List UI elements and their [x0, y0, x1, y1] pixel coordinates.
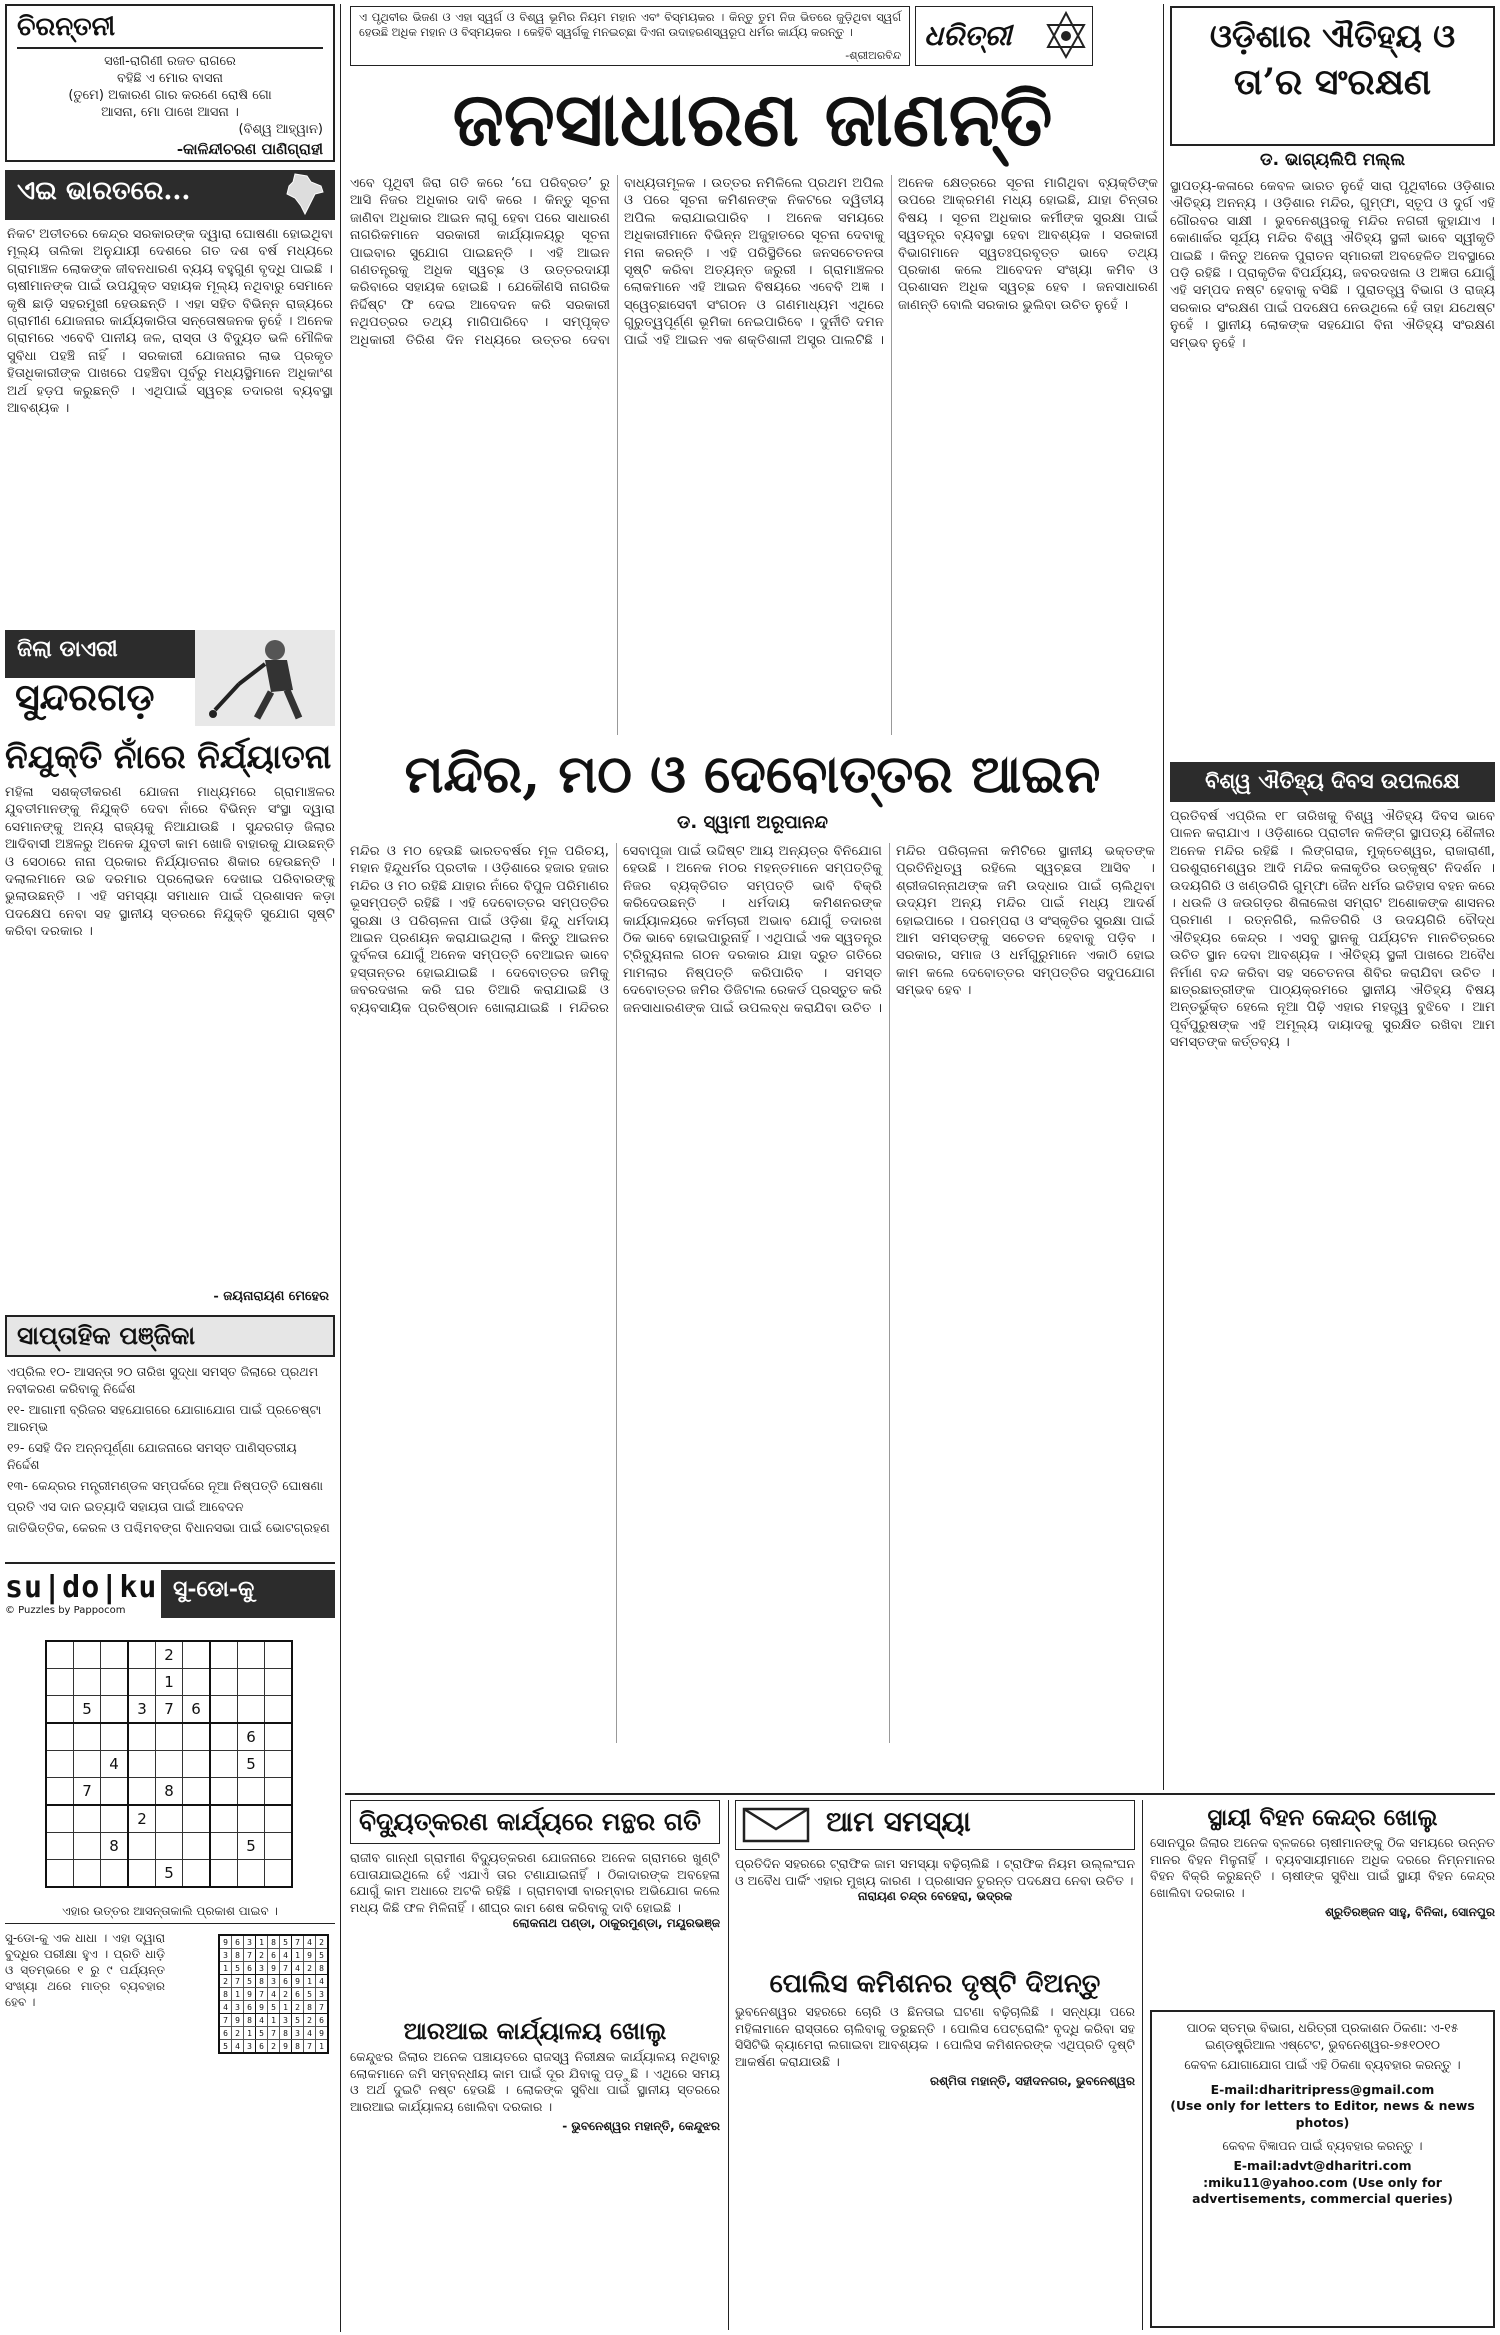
sudoku-cell[interactable]: 7: [156, 1696, 183, 1724]
hockey-player-image: [195, 630, 335, 726]
bihan-letter: [1150, 1800, 1495, 2005]
sudoku-solution-cell: 8: [292, 2040, 304, 2054]
poem-line: (ବିଶ୍ୱ ଆହ୍ୱାନ): [238, 122, 323, 137]
sudoku-solution-cell: 6: [244, 2001, 256, 2014]
envelope-icon: [742, 1805, 812, 1845]
masthead-quote: ଏ ପୃଥିବୀର ଭିଜଣ ଓ ଏହା ସ୍ୱର୍ଗ ଓ ବିଶ୍ୱ ଭୂମିର ନିୟମ ମହାନ ଏବଂ ବିସ୍ମୟକର । କିନ୍ତୁ ତୁମ ନିଜ ଭିତରେ ଜୁଡ଼ିଥିବା ସ୍ୱର୍ଗ ହେଉଛି ଅଧିକ ମହାନ ଓ ବିସ୍ମୟକର । କେହିବି ସ୍ୱର୍ଗକୁ ମନଇଚ୍ଛା ଦିଏନା ଉଦାହରଣସ୍ୱରୂପ ଧର୍ମର କାର୍ଯ୍ୟ କରନ୍ତୁ ।: [359, 10, 901, 39]
heritage-text: ସ୍ଥାପତ୍ୟ-କଳାରେ କେବଳ ଭାରତ ନୁହେଁ ସାରା ପୃଥିବୀରେ ଓଡ଼ିଶାର ଐତିହ୍ୟ ଅନନ୍ୟ । ଓଡ଼ିଶାର ମନ୍ଦିର, ଗୁମ୍ଫା, ସ୍ତୂପ ଓ ଦୁର୍ଗ ଏହି ଗୌରବର ସାକ୍ଷୀ । ଭୁବନେଶ୍ୱରକୁ ମନ୍ଦିର ନଗରୀ କୁହାଯାଏ । କୋଣାର୍କର ସୂର୍ଯ୍ୟ ମନ୍ଦିର ବିଶ୍ୱ ଐତିହ୍ୟ ସ୍ଥଳୀ ଭାବେ ସ୍ୱୀକୃତି ପାଇଛି । କିନ୍ତୁ ଅନେକ ପୁରାତନ ସ୍ମାରକୀ ଅବହେଳିତ ଅବସ୍ଥାରେ ପଡ଼ି ରହିଛି । ପ୍ରାକୃତିକ ବିପର୍ଯ୍ୟୟ, ଜବରଦଖଲ ଓ ଅଜ୍ଞତା ଯୋଗୁଁ ଏହି ସମ୍ପଦ ନଷ୍ଟ ହେବାକୁ ବସିଛି । ପୁରାତତ୍ତ୍ୱ ବିଭାଗ ଓ ରାଜ୍ୟ ସରକାର ସଂରକ୍ଷଣ ପାଇଁ ପଦକ୍ଷେପ ନେଉଥିଲେ ହେଁ ତାହା ଯଥେଷ୍ଟ ନୁହେଁ । ସ୍ଥାନୀୟ ଲୋକଙ୍କ ସହଯୋଗ ବିନା ଐତିହ୍ୟ ସଂରକ୍ଷଣ ସମ୍ଭବ ନୁହେଁ ।: [1170, 179, 1495, 351]
sudoku-solution-cell: 6: [316, 2014, 329, 2027]
sudoku-solution-cell: 6: [256, 2040, 268, 2054]
sudoku-solution-cell: 5: [219, 2040, 232, 2054]
sudoku-solution-cell: 6: [292, 1988, 304, 2001]
sudoku-cell[interactable]: [210, 1805, 238, 1833]
vidyut-text: ରାଜୀବ ଗାନ୍ଧୀ ଗ୍ରାମୀଣ ବିଦ୍ୟୁତ୍‌କରଣ ଯୋଜନାରେ ଅନେକ ଗ୍ରାମରେ ଖୁଣ୍ଟି ପୋତାଯାଇଥିଲେ ହେଁ ଏଯାଏଁ ତାର ଟଣାଯାଇନାହିଁ । ଠିକାଦାରଙ୍କ ଅବହେଳା ଯୋଗୁଁ କାମ ଅଧାରେ ଅଟକି ରହିଛି । ଗ୍ରାମବାସୀ ବାରମ୍ବାର ଅଭିଯୋଗ କଲେ ମଧ୍ୟ କିଛି ଫଳ ମିଳିନାହିଁ । ଶୀଘ୍ର କାମ ଶେଷ କରିବାକୁ ଦାବି ହୋଇଛି ।: [350, 1850, 720, 1915]
bihan-author: ଶ୍ରୁତିରଞ୍ଜନ ସାହୁ, ବିନିକା, ସୋନପୁର: [1325, 1905, 1495, 1920]
sudoku-solution-cell: 2: [280, 1988, 292, 2001]
sudoku-cell[interactable]: [101, 1696, 129, 1724]
sudoku-cell[interactable]: [128, 1641, 156, 1669]
contact-line3: କେବଳ ବିଜ୍ଞାପନ ପାଇଁ ବ୍ୟବହାର କରନ୍ତୁ ।: [1222, 2137, 1423, 2153]
sudoku-solution-cell: 8: [219, 1988, 232, 2001]
sudoku-section: [5, 1562, 335, 2332]
jila-diary-headline: ନିଯୁକ୍ତି ନାଁରେ ନିର୍ଯ୍ୟାତନା: [5, 737, 332, 776]
sudoku-cell[interactable]: [183, 1833, 211, 1860]
sudoku-solution-cell: 5: [256, 2027, 268, 2040]
sudoku-cell[interactable]: [101, 1669, 129, 1696]
sudoku-cell[interactable]: [265, 1696, 293, 1724]
sudoku-solution-cell: 4: [304, 2027, 316, 2040]
sudoku-cell[interactable]: [265, 1669, 293, 1696]
sudoku-cell[interactable]: [101, 1805, 129, 1833]
sudoku-solution-cell: 9: [292, 1975, 304, 1988]
sudoku-header: [5, 1570, 335, 1626]
sudoku-solution-cell: 7: [268, 2027, 280, 2040]
sudoku-solution-cell: 6: [280, 1975, 292, 1988]
ei-bharatare-banner: [5, 170, 335, 220]
sudoku-solution-cell: 8: [280, 2027, 292, 2040]
sudoku-solution-cell: 8: [304, 2001, 316, 2014]
sudoku-solution-cell: 2: [304, 2014, 316, 2027]
sudoku-cell[interactable]: 5: [238, 1833, 265, 1860]
sudoku-cell[interactable]: [238, 1860, 265, 1888]
sudoku-solution-cell: 9: [280, 2040, 292, 2054]
sudoku-solution-cell: 7: [304, 2040, 316, 2054]
sudoku-solution-cell: 1: [316, 2040, 329, 2054]
contact-email-editor[interactable]: E-mail:dharitripress@gmail.com: [1210, 2081, 1435, 2097]
sudoku-title: ସୁ-ଡୋ-କୁ: [161, 1570, 335, 1618]
panjika-item: ୧୧- ଆଗାମୀ ବ୍ରିଜର ସହଯୋଗରେ ଯୋଗାଯୋଗ ପାଇଁ ପ୍ରଚେଷ୍ଟା ଆରମ୍ଭ: [7, 1402, 322, 1434]
sudoku-cell[interactable]: 1: [156, 1669, 183, 1696]
star-emblem-icon: [1044, 11, 1088, 61]
sudoku-cell[interactable]: 3: [128, 1696, 156, 1724]
heritage-title-box: [1170, 6, 1495, 146]
mandir-author: ଡ. ସ୍ୱାମୀ ଅରୂପାନନ୍ଦ: [677, 812, 828, 833]
world-heritage-title: ବିଶ୍ୱ ଐତିହ୍ୟ ଦିବସ ଉପଲକ୍ଷେ: [1170, 762, 1495, 802]
sudoku-cell[interactable]: [156, 1751, 183, 1778]
sudoku-solution-cell: 8: [256, 1975, 268, 1988]
sudoku-solution-cell: 3: [280, 2014, 292, 2027]
sudoku-solution-cell: 9: [268, 1962, 280, 1975]
bihan-title: ସ୍ଥାୟୀ ବିହନ କେନ୍ଦ୍ର ଖୋଲୁ: [1207, 1804, 1438, 1831]
sudoku-cell[interactable]: [156, 1723, 183, 1751]
sudoku-solution-cell: 7: [316, 2001, 329, 2014]
sudoku-solution-cell: 3: [244, 1935, 256, 1949]
sudoku-cell[interactable]: [238, 1669, 265, 1696]
chirantani-author: -କାଳିନ୍ଦୀଚରଣ ପାଣିଗ୍ରାହୀ: [176, 140, 323, 158]
mandir-article: [345, 740, 1160, 1790]
sudoku-cell[interactable]: [46, 1696, 74, 1724]
sudoku-cell[interactable]: [238, 1805, 265, 1833]
masthead-quote-box: [350, 6, 910, 66]
jila-diary-section: [5, 630, 335, 1308]
sudoku-cell[interactable]: [183, 1860, 211, 1888]
jila-diary-label: ଜିଲା ଡାଏରୀ: [5, 630, 199, 678]
sudoku-solution-cell: 7: [280, 1962, 292, 1975]
sudoku-cell[interactable]: 2: [128, 1805, 156, 1833]
sudoku-solution-cell: 3: [292, 2027, 304, 2040]
sudoku-cell[interactable]: 2: [156, 1641, 183, 1669]
sudoku-cell[interactable]: [210, 1833, 238, 1860]
sudoku-cell[interactable]: [46, 1723, 74, 1751]
sudoku-cell[interactable]: 8: [101, 1833, 129, 1860]
sudoku-cell[interactable]: [210, 1778, 238, 1806]
panjika-item: ପ୍ରତି ଏସ ଦାନ ଇତ୍ୟାଦି ସହାୟତା ପାଇଁ ଆବେଦନ: [7, 1499, 244, 1514]
sudoku-grid[interactable]: [45, 1640, 293, 1888]
sudoku-solution-cell: 3: [268, 1975, 280, 1988]
police-author: ରଶ୍ମିତା ମହାନ୍ତି, ସହୀଦନଗର, ଭୁବନେଶ୍ୱର: [930, 2074, 1135, 2089]
rti-author: - ଭୁବନେଶ୍ୱର ମହାନ୍ତି, କେନ୍ଦୁଝର: [562, 2119, 720, 2134]
sudoku-solution-cell: 4: [292, 1962, 304, 1975]
sudoku-cell[interactable]: [101, 1723, 129, 1751]
sudoku-solution-cell: 5: [316, 1949, 329, 1962]
sudoku-solution-cell: 4: [280, 1949, 292, 1962]
sudoku-cell[interactable]: [265, 1751, 293, 1778]
sudoku-solution-cell: 7: [292, 1935, 304, 1949]
sudoku-credit: © Puzzles by Pappocom: [5, 1605, 126, 1616]
sudoku-solution-cell: 9: [244, 1988, 256, 2001]
sudoku-note: ଏହାର ଉତ୍ତର ଆସନ୍ତାକାଲି ପ୍ରକାଶ ପାଇବ ।: [5, 1904, 335, 1924]
sudoku-solution-cell: 3: [219, 1949, 232, 1962]
dharitri-logo: ଧରିତ୍ରୀ: [924, 19, 1012, 52]
sudoku-solution-cell: 4: [268, 1988, 280, 2001]
sudoku-cell[interactable]: [74, 1641, 101, 1669]
sudoku-cell[interactable]: [265, 1723, 293, 1751]
sudoku-solution-cell: 7: [244, 1949, 256, 1962]
panjika-section: [5, 1315, 335, 1555]
sudoku-solution-cell: 1: [292, 1949, 304, 1962]
sudoku-cell[interactable]: [74, 1805, 101, 1833]
sudoku-solution-cell: 7: [219, 2014, 232, 2027]
sudoku-cell[interactable]: [210, 1669, 238, 1696]
contact-email-advt[interactable]: E-mail:advt@dharitri.com: [1233, 2158, 1412, 2174]
sudoku-instructions: ସୁ-ଡୋ-କୁ ଏକ ଧାଧା । ଏହା ଦ୍ୱାରା ବୁଦ୍ଧିର ପରୀକ୍ଷା ହୁଏ । ପ୍ରତି ଧାଡ଼ି ଓ ସ୍ତମ୍ଭରେ ୧ ରୁ ୯ ପର୍ଯ୍ୟନ୍ତ ସଂଖ୍ୟା ଥରେ ମାତ୍ର ବ୍ୟବହାର ହେବ ।: [5, 1931, 165, 2009]
panjika-item: ୧୨- ସେହି ଦିନ ଅନ୍ନପୂର୍ଣ୍ଣା ଯୋଜନାରେ ସମସ୍ତ ପାଣିସ୍ତରୀୟ ନିର୍ଦ୍ଦେଶ: [7, 1440, 297, 1472]
sudoku-solution-cell: 6: [219, 2027, 232, 2040]
sudoku-solution-cell: 5: [232, 1962, 244, 1975]
sudoku-solution-cell: 1: [304, 1975, 316, 1988]
sudoku-solution-cell: 1: [232, 1988, 244, 2001]
sudoku-cell[interactable]: 7: [74, 1778, 101, 1806]
sudoku-solution-cell: 1: [268, 2014, 280, 2027]
world-heritage-text: ପ୍ରତିବର୍ଷ ଏପ୍ରିଲ ୧୮ ତାରିଖକୁ ବିଶ୍ୱ ଐତିହ୍ୟ ଦିବସ ଭାବେ ପାଳନ କରାଯାଏ । ଓଡ଼ିଶାରେ ପ୍ରାଚୀନ କଳିଙ୍ଗ ସ୍ଥାପତ୍ୟ ଶୈଳୀର ଅନେକ ମନ୍ଦିର ରହିଛି । ଲିଙ୍ଗରାଜ, ମୁକ୍ତେଶ୍ୱର, ରାଜାରାଣୀ, ପରଶୁରାମେଶ୍ୱର ଆଦି ମନ୍ଦିର କଳାକୃତିର ଉତ୍କୃଷ୍ଟ ନିଦର୍ଶନ । ଉଦୟଗିରି ଓ ଖଣ୍ଡଗିରି ଗୁମ୍ଫା ଜୈନ ଧର୍ମର ଇତିହାସ ବହନ କରେ । ଧଉଳି ଓ ଜଉଗଡ଼ର ଶିଳାଲେଖ ସମ୍ରାଟ ଅଶୋକଙ୍କ ଶାସନର ପ୍ରମାଣ । ରତ୍ନଗିରି, ଲଳିତଗିରି ଓ ଉଦୟଗିରି ବୌଦ୍ଧ ଐତିହ୍ୟର କେନ୍ଦ୍ର । ଏସବୁ ସ୍ଥାନକୁ ପର୍ଯ୍ୟଟନ ମାନଚିତ୍ରରେ ଉଚିତ ସ୍ଥାନ ଦେବା ଆବଶ୍ୟକ । ଐତିହ୍ୟ ସ୍ଥଳୀ ପାଖରେ ଅବୈଧ ନିର୍ମାଣ ବନ୍ଦ କରିବା ସହ ସଚେତନତା ଶିବିର କରାଯିବା ଉଚିତ । ଛାତ୍ରଛାତ୍ରୀଙ୍କ ପାଠ୍ୟକ୍ରମରେ ସ୍ଥାନୀୟ ଐତିହ୍ୟ ବିଷୟ ଅନ୍ତର୍ଭୁକ୍ତ ହେଲେ ନୂଆ ପିଢ଼ି ଏହାର ମହତ୍ତ୍ୱ ବୁଝିବେ । ଆମ ପୂର୍ବପୁରୁଷଙ୍କ ଏହି ଅମୂଲ୍ୟ ଦାୟାଦକୁ ସୁରକ୍ଷିତ ରଖିବା ଆମ ସମସ୍ତଙ୍କ କର୍ତ୍ତବ୍ୟ ।: [1170, 809, 1495, 1051]
sudoku-solution-cell: 1: [280, 2001, 292, 2014]
sudoku-solution-cell: 7: [256, 1988, 268, 2001]
sudoku-cell[interactable]: [238, 1641, 265, 1669]
panjika-item: ଏପ୍ରିଲ ୧୦- ଆସନ୍ତା ୨୦ ତାରିଖ ସୁଦ୍ଧା ସମସ୍ତ ଜିଲାରେ ପ୍ରଥମ ନବୀକରଣ କରିବାକୁ ନିର୍ଦ୍ଦେଶ: [7, 1364, 319, 1396]
sudoku-cell[interactable]: [46, 1805, 74, 1833]
sudoku-solution-cell: 5: [244, 1975, 256, 1988]
panjika-item: ୧୩- କେନ୍ଦ୍ରର ମନ୍ତ୍ରୀମଣ୍ଡଳ ସମ୍ପର୍କରେ ନୂଆ ନିଷ୍ପତ୍ତି ଘୋଷଣା: [7, 1478, 324, 1493]
sudoku-cell[interactable]: [46, 1778, 74, 1806]
sudoku-cell[interactable]: [46, 1669, 74, 1696]
sudoku-cell[interactable]: 5: [238, 1751, 265, 1778]
sudoku-cell[interactable]: [183, 1669, 211, 1696]
sudoku-cell[interactable]: [74, 1860, 101, 1888]
sudoku-cell[interactable]: [128, 1723, 156, 1751]
sudoku-cell[interactable]: [183, 1751, 211, 1778]
sudoku-cell[interactable]: [183, 1723, 211, 1751]
vidyut-title: ବିଦ୍ୟୁତ୍‌କରଣ କାର୍ଯ୍ୟରେ ମନ୍ଥର ଗତି: [350, 1800, 720, 1844]
sudoku-solution-grid: [218, 1934, 329, 2054]
bihan-text: ସୋନପୁର ଜିଲାର ଅନେକ ବ୍ଳକରେ ଚାଷୀମାନଙ୍କୁ ଠିକ ସମୟରେ ଉନ୍ନତ ମାନର ବିହନ ମିଳୁନାହିଁ । ବ୍ୟବସାୟୀମାନେ ଅଧିକ ଦରରେ ନିମ୍ନମାନର ବିହନ ବିକ୍ରି କରୁଛନ୍ତି । ଚାଷୀଙ୍କ ସୁବିଧା ପାଇଁ ସ୍ଥାୟୀ ବିହନ କେନ୍ଦ୍ର ଖୋଲିବା ଦରକାର ।: [1150, 1835, 1495, 1900]
sudoku-solution-cell: 2: [232, 2027, 244, 2040]
sudoku-cell[interactable]: [156, 1833, 183, 1860]
sudoku-cell[interactable]: [46, 1641, 74, 1669]
sudoku-cell[interactable]: 4: [101, 1751, 129, 1778]
poem-line: ବହିଛି ଏ ମୋର ବାସନା: [116, 71, 224, 86]
ei-bharatare-title: ଏଇ ଭାରତରେ...: [17, 176, 191, 206]
sudoku-solution-cell: 2: [219, 1975, 232, 1988]
poem-line: ଆସନା, ମୋ ପାଖେ ଆସନା ।: [101, 105, 239, 120]
sudoku-solution-cell: 8: [316, 1962, 329, 1975]
sudoku-solution-cell: 3: [316, 1988, 329, 2001]
sudoku-cell[interactable]: [74, 1833, 101, 1860]
jila-diary-author: - ଜୟନାରାୟଣ ମେହେର: [213, 1289, 329, 1304]
sudoku-solution-cell: 7: [232, 1975, 244, 1988]
poem-line: (ତୁମେ) ଅକାରଣ ଗାର କରଣେ ରୋଷି ଗୋ: [68, 88, 272, 103]
sudoku-solution-cell: 2: [268, 2040, 280, 2054]
sudoku-cell[interactable]: [210, 1751, 238, 1778]
sudoku-solution-cell: 5: [292, 2014, 304, 2027]
contact-line2: କେବଳ ଯୋଗାଯୋଗ ପାଇଁ ଏହି ଠିକଣା ବ୍ୟବହାର କରନ୍ତୁ ।: [1184, 2057, 1461, 2073]
vidyut-letter: [350, 1800, 720, 2005]
sudoku-cell[interactable]: 6: [238, 1723, 265, 1751]
contact-address: ପାଠକ ସ୍ତମ୍ଭ ବିଭାଗ, ଧରିତ୍ରୀ ପ୍ରକାଶନ ଠିକଣା: ଏ-୧୫ ଇଣ୍ଡଷ୍ଟ୍ରିଆଲ ଏଷ୍ଟେଟ, ଭୁବନେଶ୍ୱର-୭୫୧୦୧୦: [1186, 2020, 1459, 2052]
sudoku-solution-cell: 2: [292, 2001, 304, 2014]
sudoku-solution-cell: 9: [219, 1935, 232, 1949]
sudoku-solution-cell: 1: [256, 1935, 268, 1949]
sudoku-cell[interactable]: [128, 1860, 156, 1888]
sudoku-cell[interactable]: [210, 1641, 238, 1669]
chirantani-poem: [17, 53, 323, 138]
india-map-icon: [281, 172, 327, 216]
sudoku-solution-cell: 4: [256, 2014, 268, 2027]
sudoku-cell[interactable]: 6: [183, 1696, 211, 1724]
sudoku-cell[interactable]: [128, 1751, 156, 1778]
sudoku-solution-cell: 8: [268, 1935, 280, 1949]
dharitri-logo-box: [915, 6, 1093, 66]
sudoku-solution-cell: 9: [232, 2014, 244, 2027]
sudoku-cell[interactable]: [265, 1833, 293, 1860]
sudoku-cell[interactable]: [46, 1860, 74, 1888]
sudoku-solution-cell: 2: [256, 1949, 268, 1962]
sudoku-cell[interactable]: [238, 1778, 265, 1806]
sudoku-solution-cell: 8: [232, 1949, 244, 1962]
sudoku-solution-cell: 9: [256, 2001, 268, 2014]
sudoku-cell[interactable]: [210, 1723, 238, 1751]
sudoku-solution-cell: 2: [304, 1962, 316, 1975]
ama-samasya-text: ପ୍ରତିଦିନ ସହରରେ ଟ୍ରାଫିକ ଜାମ ସମସ୍ୟା ବଢ଼ିଚାଲିଛି । ଟ୍ରାଫିକ ନିୟମ ଉଲ୍ଲଂଘନ ଓ ଅବୈଧ ପାର୍କିଂ ଏହାର ମୁଖ୍ୟ କାରଣ । ପ୍ରଶାସନ ତୁରନ୍ତ ପଦକ୍ଷେପ ନେବା ଉଚିତ ।: [735, 1856, 1135, 1888]
jila-diary-text: ମହିଳା ସଶକ୍ତୀକରଣ ଯୋଜନା ମାଧ୍ୟମରେ ଗ୍ରାମାଞ୍ଚଳର ଯୁବତୀମାନଙ୍କୁ ନିଯୁକ୍ତି ଦେବା ନାଁରେ ବିଭିନ୍ନ ସଂସ୍ଥା ଦ୍ୱାରା ସେମାନଙ୍କୁ ଅନ୍ୟ ରାଜ୍ୟକୁ ନିଆଯାଉଛି । ସୁନ୍ଦରଗଡ଼ ଜିଲାର ଆଦିବାସୀ ଅଞ୍ଚଳରୁ ଅନେକ ଯୁବତୀ କାମ ଖୋଜି ବାହାରକୁ ଯାଉଛନ୍ତି ଓ ସେଠାରେ ନାନା ପ୍ରକାର ନିର୍ଯ୍ୟାତନାର ଶିକାର ହେଉଛନ୍ତି । ଦଲାଲମାନେ ଉଚ୍ଚ ଦରମାର ପ୍ରଲୋଭନ ଦେଖାଇ ପରିବାରଙ୍କୁ ଭୁଲାଉଛନ୍ତି । ଏହି ସମସ୍ୟା ସମାଧାନ ପାଇଁ ପ୍ରଶାସନ କଡ଼ା ପଦକ୍ଷେପ ନେବା ସହ ସ୍ଥାନୀୟ ସ୍ତରରେ ନିଯୁକ୍ତି ସୁଯୋଗ ସୃଷ୍ଟି କରିବା ଦରକାର ।: [5, 785, 335, 940]
sudoku-solution-cell: 9: [304, 1949, 316, 1962]
sudoku-solution-cell: 6: [244, 1962, 256, 1975]
sudoku-cell[interactable]: [74, 1751, 101, 1778]
sudoku-solution-cell: 5: [304, 1988, 316, 2001]
heritage-author: ଡ. ଭାଗ୍ୟଲିପି ମଲ୍ଲ: [1259, 150, 1406, 170]
chirantani-box: [5, 4, 335, 162]
ama-samasya-letter: [735, 1800, 1135, 1960]
sudoku-solution-cell: 6: [268, 1949, 280, 1962]
sudoku-cell[interactable]: [101, 1778, 129, 1806]
mandir-text: ମନ୍ଦିର ଓ ମଠ ହେଉଛି ଭାରତବର୍ଷର ମୂଳ ପରିଚୟ, ମହାନ ହିନ୍ଦୁଧର୍ମର ପ୍ରତୀକ । ଓଡ଼ିଶାରେ ହଜାର ହଜାର ମନ୍ଦିର ଓ ମଠ ରହିଛି ଯାହାର ନାଁରେ ବିପୁଳ ପରିମାଣର ଭୂସମ୍ପତ୍ତି ରହିଛି । ଏହି ଦେବୋତ୍ତର ସମ୍ପତ୍ତିର ସୁରକ୍ଷା ଓ ପରିଚାଳନା ପାଇଁ ଓଡ଼ିଶା ହିନ୍ଦୁ ଧର୍ମଦାୟ ଆଇନ ପ୍ରଣୟନ କରାଯାଇଥିଲା । କିନ୍ତୁ ଆଇନର ଦୁର୍ବଳତା ଯୋଗୁଁ ଅନେକ ସମ୍ପତ୍ତି ବେଆଇନ ଭାବେ ହସ୍ତାନ୍ତର ହୋଇଯାଇଛି । ଦେବୋତ୍ତର ଜମିକୁ ଜବରଦଖଲ କରି ଘର ତିଆରି କରାଯାଇଛି ଓ ବ୍ୟବସାୟିକ ପ୍ରତିଷ୍ଠାନ ଖୋଲାଯାଇଛି । ମନ୍ଦିରର ସେବାପୂଜା ପାଇଁ ଉଦ୍ଦିଷ୍ଟ ଆୟ ଅନ୍ୟତ୍ର ବିନିଯୋଗ ହେଉଛି । ଅନେକ ମଠର ମହନ୍ତମାନେ ସମ୍ପତ୍ତିକୁ ନିଜର ବ୍ୟକ୍ତିଗତ ସମ୍ପତ୍ତି ଭାବି ବିକ୍ରି କରିଦେଉଛନ୍ତି । ଧର୍ମଦାୟ କମିଶନରଙ୍କ କାର୍ଯ୍ୟାଳୟରେ କର୍ମଚାରୀ ଅଭାବ ଯୋଗୁଁ ତଦାରଖ ଠିକ ଭାବେ ହୋଇପାରୁନାହିଁ । ଏଥିପାଇଁ ଏକ ସ୍ୱତନ୍ତ୍ର ଟ୍ରିବ୍ୟୁନାଲ ଗଠନ ଦରକାର ଯାହା ଦ୍ରୁତ ଗତିରେ ମାମଲାର ନିଷ୍ପତ୍ତି କରିପାରିବ । ସମସ୍ତ ଦେବୋତ୍ତର ଜମିର ଡିଜିଟାଲ ରେକର୍ଡ ପ୍ରସ୍ତୁତ କରି ଜନସାଧାରଣଙ୍କ ପାଇଁ ଉପଲବ୍ଧ କରାଯିବା ଉଚିତ । ମନ୍ଦିର ପରିଚାଳନା କମିଟିରେ ସ୍ଥାନୀୟ ଭକ୍ତଙ୍କ ପ୍ରତିନିଧିତ୍ୱ ରହିଲେ ସ୍ୱଚ୍ଛତା ଆସିବ । ଶ୍ରୀଜଗନ୍ନାଥଙ୍କ ଜମି ଉଦ୍ଧାର ପାଇଁ ଚାଲିଥିବା ଉଦ୍ୟମ ଅନ୍ୟ ମନ୍ଦିର ପାଇଁ ମଧ୍ୟ ଆଦର୍ଶ ହୋଇପାରେ । ପରମ୍ପରା ଓ ସଂସ୍କୃତିର ସୁରକ୍ଷା ପାଇଁ ଆମ ସମସ୍ତଙ୍କୁ ସଚେତନ ହେବାକୁ ପଡ଼ିବ । ସରକାର, ସମାଜ ଓ ଧର୍ମଗୁରୁମାନେ ଏକାଠି ହୋଇ କାମ କଲେ ଦେବୋତ୍ତର ସମ୍ପତ୍ତିର ସଦୁପଯୋଗ ସମ୍ଭବ ହେବ ।: [350, 844, 1155, 1016]
heritage-title-line1: ଓଡ଼ିଶାର ଐତିହ୍ୟ ଓ: [1209, 17, 1456, 55]
ei-bharatare-section: [5, 170, 335, 623]
mandir-title: ମନ୍ଦିର, ମଠ ଓ ଦେବୋତ୍ତର ଆଇନ: [404, 744, 1101, 805]
contact-box: [1150, 2010, 1495, 2328]
panjika-list: [5, 1357, 335, 1542]
contact-email-advt-note[interactable]: :miku11@yahoo.com (Use only for advertisements, commercial queries): [1192, 2174, 1453, 2207]
sudoku-cell[interactable]: [74, 1669, 101, 1696]
sudoku-solution-cell: 3: [256, 1962, 268, 1975]
sudoku-cell[interactable]: [128, 1669, 156, 1696]
sudoku-cell[interactable]: [128, 1833, 156, 1860]
sudoku-solution-cell: 6: [232, 1935, 244, 1949]
sudoku-cell[interactable]: [210, 1860, 238, 1888]
sudoku-cell[interactable]: [265, 1778, 293, 1806]
sudoku-cell[interactable]: [265, 1805, 293, 1833]
rti-title: ଆରଆଇ କାର୍ଯ୍ୟାଳୟ ଖୋଲୁ: [403, 2016, 667, 2045]
sudoku-cell[interactable]: [183, 1641, 211, 1669]
sudoku-solution-cell: 4: [304, 1935, 316, 1949]
sudoku-solution-cell: 5: [280, 1935, 292, 1949]
police-title: ପୋଲିସ କମିଶନର ଦୃଷ୍ଟି ଦିଅନ୍ତୁ: [769, 1969, 1101, 1999]
lead-article: ଏବେ ପୃଥିବୀ ଜିରା ଗତି କରେ ‘ଘେ ପରିବ୍ରତ’ ରୁ ଆସି ନିଜର ଅଧିକାର ଦାବି କରେ । କିନ୍ତୁ ସୂଚନା ଜାଣିବା ଅଧିକାର ଆଇନ ଲାଗୁ ହେବା ପରେ ସାଧାରଣ ନାଗରିକମାନେ ସରକାରୀ କାର୍ଯ୍ୟାଳୟରୁ ସୂଚନା ପାଇବାର ସୁଯୋଗ ପାଇଛନ୍ତି । ଏହି ଆଇନ ଗଣତନ୍ତ୍ରକୁ ଅଧିକ ସ୍ୱଚ୍ଛ ଓ ଉତ୍ତରଦାୟୀ କରିବାରେ ସହାୟକ ହୋଇଛି । ଯେକୌଣସି ନାଗରିକ ନିର୍ଦ୍ଦିଷ୍ଟ ଫି ଦେଇ ଆବେଦନ କରି ସରକାରୀ ନଥିପତ୍ରର ତଥ୍ୟ ମାଗିପାରିବେ । ସମ୍ପୃକ୍ତ ଅଧିକାରୀ ତିରିଶ ଦିନ ମଧ୍ୟରେ ଉତ୍ତର ଦେବା ବାଧ୍ୟତାମୂଳକ । ଉତ୍ତର ନମିଳିଲେ ପ୍ରଥମ ଅପିଲ ଓ ପରେ ସୂଚନା କମିଶନଙ୍କ ନିକଟରେ ଦ୍ୱିତୀୟ ଅପିଲ କରାଯାଇପାରିବ । ଅନେକ ସମୟରେ ଅଧିକାରୀମାନେ ବିଭିନ୍ନ ଅଜୁହାତରେ ସୂଚନା ଦେବାକୁ ମନା କରନ୍ତି । ଏହି ପରିସ୍ଥିତିରେ ଜନସଚେତନତା ସୃଷ୍ଟି କରିବା ଅତ୍ୟନ୍ତ ଜରୁରୀ । ଗ୍ରାମାଞ୍ଚଳର ଲୋକମାନେ ଏହି ଆଇନ ବିଷୟରେ ଏବେବି ଅଜ୍ଞ । ସ୍ୱେଚ୍ଛାସେବୀ ସଂଗଠନ ଓ ଗଣମାଧ୍ୟମ ଏଥିରେ ଗୁରୁତ୍ୱପୂର୍ଣ୍ଣ ଭୂମିକା ନେଇପାରିବେ । ଦୁର୍ନୀତି ଦମନ ପାଇଁ ଏହି ଆଇନ ଏକ ଶକ୍ତିଶାଳୀ ଅସ୍ତ୍ର ପାଲଟିଛି । ଅନେକ କ୍ଷେତ୍ରରେ ସୂଚନା ମାଗିଥିବା ବ୍ୟକ୍ତିଙ୍କ ଉପରେ ଆକ୍ରମଣ ମଧ୍ୟ ହୋଇଛି, ଯାହା ଚିନ୍ତାର ବିଷୟ । ସୂଚନା ଅଧିକାର କର୍ମୀଙ୍କ ସୁରକ୍ଷା ପାଇଁ ସ୍ୱତନ୍ତ୍ର ବ୍ୟବସ୍ଥା ହେବା ଆବଶ୍ୟକ । ସରକାରୀ ବିଭାଗମାନେ ସ୍ୱତଃପ୍ରବୃତ୍ତ ଭାବେ ତଥ୍ୟ ପ୍ରକାଶ କଲେ ଆବେଦନ ସଂଖ୍ୟା କମିବ ଓ ପ୍ରଶାସନ ଅଧିକ ସ୍ୱଚ୍ଛ ହେବ । ଜନସାଧାରଣ ଜାଣନ୍ତି ବୋଲି ସରକାର ଭୁଲିବା ଉଚିତ ନୁହେଁ ।: [350, 176, 1158, 348]
sudoku-solution-cell: 9: [316, 2027, 329, 2040]
sudoku-cell[interactable]: [74, 1723, 101, 1751]
heritage-title-line2: ତା’ର ସଂରକ୍ଷଣ: [1233, 61, 1432, 103]
sudoku-cell[interactable]: [183, 1805, 211, 1833]
sudoku-cell[interactable]: [238, 1696, 265, 1724]
sudoku-cell[interactable]: [265, 1641, 293, 1669]
page-title: ଜନସାଧାରଣ ଜାଣନ୍ତି: [452, 77, 1053, 163]
district-name: ସୁନ୍ଦରଗଡ଼: [15, 674, 155, 719]
sudoku-logo: su|do|ku: [5, 1570, 158, 1605]
sudoku-solution-cell: 4: [316, 1975, 329, 1988]
sudoku-solution-cell: 5: [268, 2001, 280, 2014]
panjika-title: ସାପ୍ତାହିକ ପଞ୍ଜିକା: [5, 1315, 335, 1357]
sudoku-cell[interactable]: [128, 1778, 156, 1806]
sudoku-cell[interactable]: [101, 1641, 129, 1669]
sudoku-cell[interactable]: 5: [156, 1860, 183, 1888]
panjika-item: ଜାତିଭିତ୍ତିକ, କେରଳ ଓ ପଶ୍ଚିମବଙ୍ଗ ବିଧାନସଭା ପାଇଁ ଭୋଟଗ୍ରହଣ: [7, 1520, 330, 1535]
sudoku-cell[interactable]: [46, 1833, 74, 1860]
sudoku-solution-cell: 2: [316, 1935, 329, 1949]
sudoku-cell[interactable]: 8: [156, 1778, 183, 1806]
sudoku-cell[interactable]: 5: [74, 1696, 101, 1724]
sudoku-solution-cell: 3: [232, 2001, 244, 2014]
sudoku-cell[interactable]: [46, 1751, 74, 1778]
sudoku-puzzle: [45, 1640, 335, 1888]
rti-text: କେନ୍ଦୁଝର ଜିଲାର ଅନେକ ପଞ୍ଚାୟତରେ ରାଜସ୍ୱ ନିରୀକ୍ଷକ କାର୍ଯ୍ୟାଳୟ ନଥିବାରୁ ଲୋକମାନେ ଜମି ସମ୍ବନ୍ଧୀୟ କାମ ପାଇଁ ଦୂର ଯିବାକୁ ପଡ଼ୁଛି । ଏଥିରେ ସମୟ ଓ ଅର୍ଥ ଦୁଇଟି ନଷ୍ଟ ହେଉଛି । ଲୋକଙ୍କ ସୁବିଧା ପାଇଁ ସ୍ଥାନୀୟ ସ୍ତରରେ ଆରଆଇ କାର୍ଯ୍ୟାଳୟ ଖୋଲିବା ଦରକାର ।: [350, 2049, 720, 2114]
ama-samasya-title: ଆମ ସମସ୍ୟା: [826, 1805, 971, 1838]
masthead-quote-author: -ଶ୍ରୀଅରବିନ୍ଦ: [841, 49, 901, 63]
sudoku-footer: [5, 1930, 335, 2051]
jila-diary-header: [5, 630, 335, 730]
sudoku-solution-cell: 3: [244, 2040, 256, 2054]
poem-line: ସଖୀ-ରାଗିଣୀ ରଜତ ରାଗରେ: [104, 54, 236, 69]
sudoku-solution-cell: 4: [232, 2040, 244, 2054]
sudoku-solution-cell: 8: [244, 2014, 256, 2027]
ei-bharatare-text: ନିକଟ ଅତୀତରେ କେନ୍ଦ୍ର ସରକାରଙ୍କ ଦ୍ୱାରା ଘୋଷଣା ହୋଇଥିବା ମୂଲ୍ୟ ତାଲିକା ଅନୁଯାୟୀ ଦେଶରେ ଗତ ଦଶ ବର୍ଷ ମଧ୍ୟରେ ଗ୍ରାମାଞ୍ଚଳ ଲୋକଙ୍କ ଜୀବନଧାରଣ ବ୍ୟୟ ବହୁଗୁଣ ବୃଦ୍ଧି ପାଇଛି । ଚାଷୀମାନଙ୍କ ପାଇଁ ଉପଯୁକ୍ତ ସହାୟକ ମୂଲ୍ୟ ନଥିବାରୁ ସେମାନେ କୃଷି ଛାଡ଼ି ସହରମୁଖୀ ହେଉଛନ୍ତି । ଏହା ସହିତ ବିଭିନ୍ନ ରାଜ୍ୟରେ ଗ୍ରାମୀଣ ଯୋଜନାର କାର୍ଯ୍ୟକାରିତା ସନ୍ତୋଷଜନକ ନୁହେଁ । ଅନେକ ଗ୍ରାମରେ ଏବେବି ପାନୀୟ ଜଳ, ରାସ୍ତା ଓ ବିଦ୍ୟୁତ ଭଳି ମୌଳିକ ସୁବିଧା ପହଞ୍ଚି ନାହିଁ । ସରକାରୀ ଯୋଜନାର ଲାଭ ପ୍ରକୃତ ହିତାଧିକାରୀଙ୍କ ପାଖରେ ପହଞ୍ଚିବା ପୂର୍ବରୁ ମଧ୍ୟସ୍ଥିମାନେ ଅଧିକାଂଶ ଅର୍ଥ ହଡ଼ପ କରୁଛନ୍ତି । ଏଥିପାଇଁ ସ୍ୱଚ୍ଛ ତଦାରଖ ବ୍ୟବସ୍ଥା ଆବଶ୍ୟକ ।: [7, 227, 333, 417]
sudoku-solution-cell: 4: [219, 2001, 232, 2014]
ama-samasya-header: [735, 1800, 1135, 1850]
sudoku-solution-cell: 1: [219, 1962, 232, 1975]
chirantani-title: ଚିରନ୍ତନୀ: [17, 12, 323, 49]
sudoku-cell[interactable]: [183, 1778, 211, 1806]
police-text: ଭୁବନେଶ୍ୱର ସହରରେ ଚୋରି ଓ ଛିନତାଇ ଘଟଣା ବଢ଼ିଚାଲିଛି । ସନ୍ଧ୍ୟା ପରେ ମହିଳାମାନେ ରାସ୍ତାରେ ଚାଲିବାକୁ ଡରୁଛନ୍ତି । ପୋଲିସ ପେଟ୍ରୋଲିଂ ବୃଦ୍ଧି କରିବା ସହ ସିସିଟିଭି କ୍ୟାମେରା ଲଗାଇବା ଆବଶ୍ୟକ । ପୋଲିସ କମିଶନରଙ୍କ ଏଥିପ୍ରତି ଦୃଷ୍ଟି ଆକର୍ଷଣ କରାଯାଉଛି ।: [735, 2004, 1135, 2069]
sudoku-cell[interactable]: [156, 1805, 183, 1833]
contact-email-editor-note: (Use only for letters to Editor, news & news photos): [1170, 2098, 1475, 2130]
sudoku-cell[interactable]: [101, 1860, 129, 1888]
sudoku-solution-cell: 1: [244, 2027, 256, 2040]
sudoku-cell[interactable]: [210, 1696, 238, 1724]
police-letter: [735, 1965, 1135, 2332]
sudoku-cell[interactable]: [265, 1860, 293, 1888]
rti-letter: [350, 2012, 720, 2332]
vidyut-author: ଲୋକନାଥ ପଣ୍ଡା, ଠାକୁରମୁଣ୍ଡା, ମୟୂରଭଞ୍ଜ: [512, 1916, 720, 1931]
ama-samasya-author: ନାରାୟଣ ଚନ୍ଦ୍ର ବେହେରା, ଭଦ୍ରକ: [857, 1889, 1013, 1904]
